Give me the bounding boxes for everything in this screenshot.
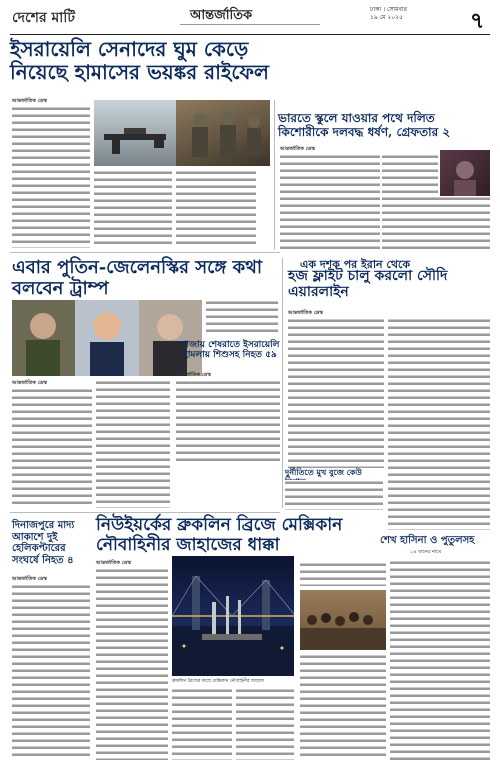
page-number: ৭ xyxy=(470,9,485,34)
india-headline: ভারতে স্কুলে যাওয়ার পথে দলিত কিশোরীকে দলবদ্ধ ধর্ষণ, গ্রেফতার ২ xyxy=(278,111,451,139)
india-body-col1 xyxy=(280,154,380,250)
hajj-body-col2 xyxy=(388,318,490,530)
ship-headline: নিউইয়র্কের ব্রুকলিন ব্রিজে মেক্সিকান নৌবাহিনীর জাহাজের ধাক্কা xyxy=(96,515,343,555)
hajj-body-col1 xyxy=(288,318,384,468)
section-rule-2 xyxy=(10,512,280,513)
soldiers-graphic xyxy=(176,100,270,166)
gaza-body-top xyxy=(206,300,278,334)
soldiers-photo xyxy=(176,100,270,166)
column-rule xyxy=(282,258,283,508)
lead-body-col2 xyxy=(94,170,172,248)
hajj-byline: আন্তর্জাতিক ডেস্ক xyxy=(288,310,323,316)
putin-byline: আন্তর্জাতিক ডেস্ক xyxy=(12,380,47,386)
drone-headline: দিনাজপুরে মাদ্য আকাশে দুই হেলিকপ্টারের সংঘর্ষে নিহত ৪ xyxy=(12,520,75,566)
day-text: ঢাকা । সোমবার xyxy=(370,6,407,13)
crowd-graphic xyxy=(300,590,386,650)
ship-body-col4 xyxy=(300,562,386,586)
ship-caption: ব্রুকলিন ব্রিজের কাছে মেক্সিকান নৌবাহিনীর জাহাজ xyxy=(172,679,264,684)
hajj-kicker: এক দশক পর ইরান থেকে xyxy=(300,258,411,271)
crowd-photo xyxy=(300,590,386,650)
putin-body-col2 xyxy=(96,380,170,508)
section-title: আন্তর্জাতিক xyxy=(190,8,253,23)
masthead-logo: দেশের মাটি xyxy=(12,10,75,26)
lead-body-col3 xyxy=(176,170,256,248)
putin-headline: এবার পুতিন-জেলেনস্কির সঙ্গে কথা বলবেন ট্রাম্প xyxy=(12,257,263,299)
drone-body xyxy=(12,584,90,760)
hajj-headline: হজ ফ্লাইট চালু করলো সৌদি এয়ারলাইন xyxy=(288,268,448,301)
leaders-photo xyxy=(12,300,202,376)
ship-body-col2 xyxy=(172,688,232,760)
rifle-photo xyxy=(94,100,176,166)
bridge-photo xyxy=(172,556,294,676)
date-text: ১৯ মে ২০২৫ xyxy=(370,14,403,21)
header-rule xyxy=(10,34,490,35)
sheikh-subhead: ১৪ জনের নামে xyxy=(410,549,442,555)
putin-body-col1 xyxy=(12,388,92,508)
drone-byline: আন্তর্জাতিক ডেস্ক xyxy=(12,576,47,582)
lead-byline: আন্তর্জাতিক ডেস্ক xyxy=(12,98,47,104)
page-header xyxy=(0,0,500,34)
crowd-body xyxy=(300,654,386,760)
lead-body-col1 xyxy=(12,106,90,248)
ice-body xyxy=(285,480,383,510)
ship-body-col3 xyxy=(236,688,294,760)
bridge-graphic xyxy=(172,556,294,676)
rifle-graphic xyxy=(94,100,176,166)
lead-headline: ইসরায়েলি সেনাদের ঘুম কেড়ে নিয়েছে হামাসের ভয়ঙ্কর রাইফেল xyxy=(10,37,269,84)
column-rule xyxy=(274,100,275,250)
section-rule-1 xyxy=(10,252,280,253)
sheikh-headline: শেখ হাসিনা ও পুতুলসহ xyxy=(380,535,475,546)
leaders-graphic xyxy=(12,300,202,376)
date-block xyxy=(370,6,407,22)
section-divider xyxy=(180,24,320,25)
gaza-byline: আন্তর্জাতিক ডেস্ক xyxy=(176,372,211,378)
ice-headline: দুর্নীতিতে মুখ বুজে কেউ xyxy=(285,467,362,477)
india-byline: আন্তর্জাতিক ডেস্ক xyxy=(280,146,315,152)
ship-body-col1 xyxy=(96,568,168,760)
india-body-col2 xyxy=(382,154,438,194)
gaza-body xyxy=(176,380,280,464)
sheikh-body xyxy=(390,560,490,760)
gaza-headline: গাজায় শেষরাতে ইসরায়েলি হামলায় শিশুসহ নিহত ৫৯ xyxy=(180,340,280,361)
india-body-col3 xyxy=(382,196,490,250)
ship-byline: আন্তর্জাতিক ডেস্ক xyxy=(96,560,131,566)
